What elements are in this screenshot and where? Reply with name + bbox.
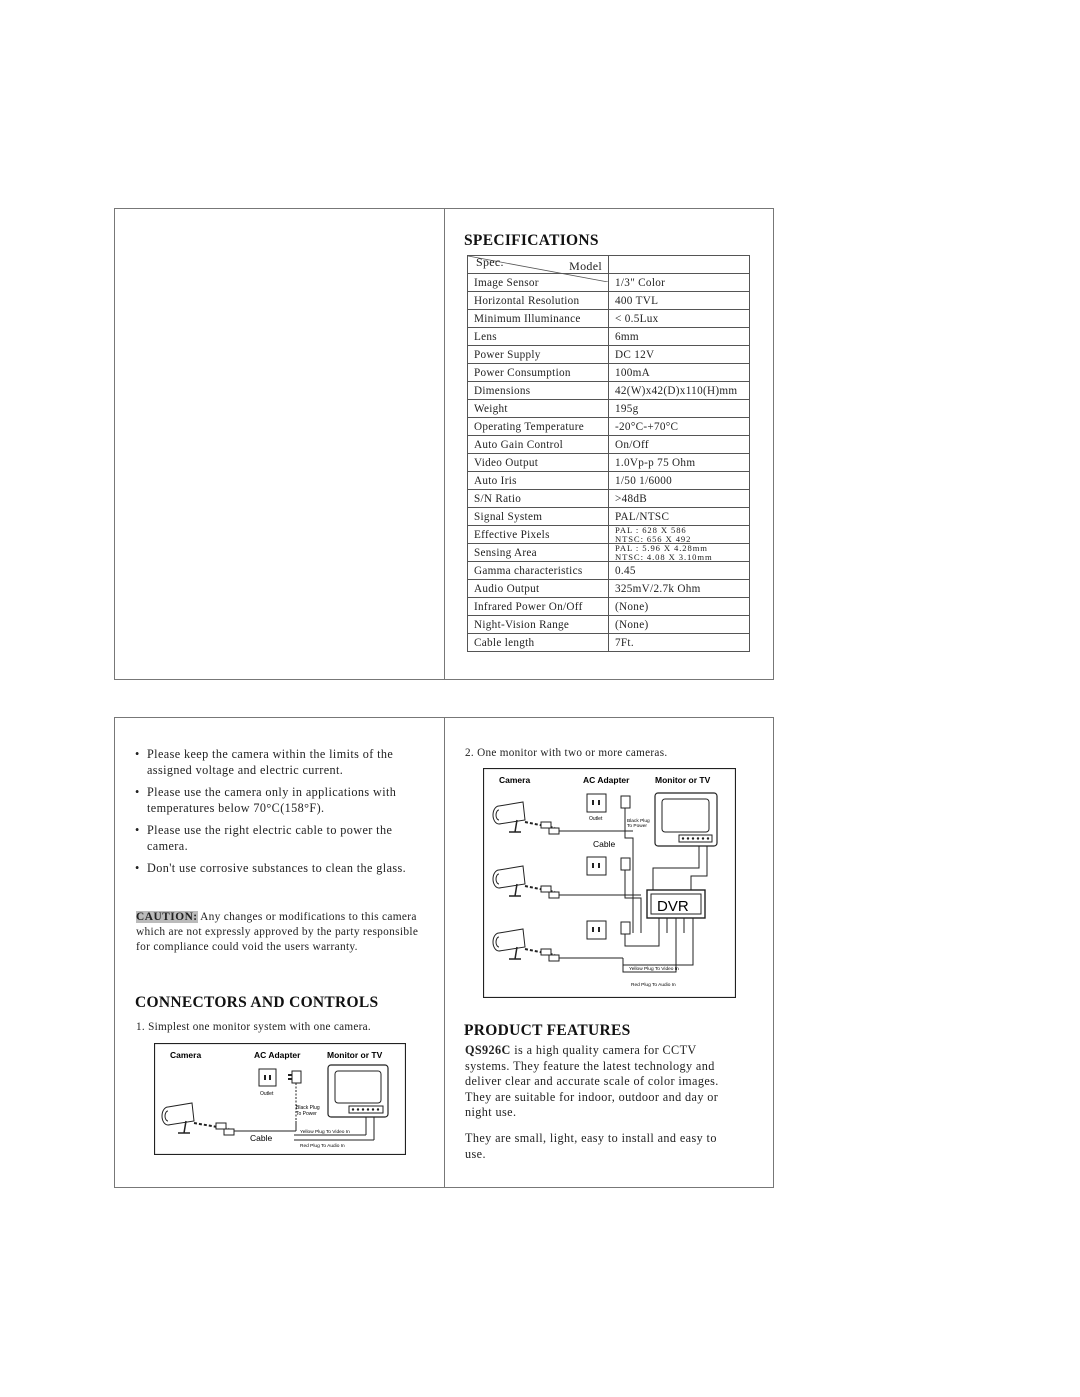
spec-value: DC 12V bbox=[609, 346, 750, 364]
specifications-table bbox=[467, 255, 750, 652]
spec-row bbox=[468, 436, 750, 454]
product-features-text: is a high quality camera for CCTV systems. They feature the latest technology and deliver clear and accurate scale of color images. They are suitable for indoor, outdoor and day or night use. bbox=[465, 1043, 719, 1120]
spec-row bbox=[468, 508, 750, 526]
spec-label: Infrared Power On/Off bbox=[468, 598, 609, 616]
spec-value bbox=[609, 544, 750, 562]
spec-value: 7Ft. bbox=[609, 634, 750, 652]
spec-value: 100mA bbox=[609, 364, 750, 382]
diagram-label-red-plug: Red Plug To Audio In bbox=[300, 1144, 345, 1149]
spec-value: On/Off bbox=[609, 436, 750, 454]
spec-label: Signal System bbox=[468, 508, 609, 526]
spec-row bbox=[468, 328, 750, 346]
spec-row bbox=[468, 526, 750, 544]
diagram-multi-camera bbox=[483, 768, 736, 998]
diagram-label-cable: Cable bbox=[593, 839, 616, 849]
spec-row bbox=[468, 454, 750, 472]
spec-value: 325mV/2.7k Ohm bbox=[609, 580, 750, 598]
spec-row bbox=[468, 580, 750, 598]
panel-divider bbox=[444, 718, 445, 1187]
info-panel bbox=[114, 717, 774, 1188]
spec-label: Weight bbox=[468, 400, 609, 418]
product-features-paragraph-2: They are small, light, easy to install and easy to use. bbox=[465, 1131, 717, 1161]
diagram-label-red-plug: Red Plug To Audio In bbox=[631, 983, 676, 988]
product-features-title: PRODUCT FEATURES bbox=[464, 1022, 631, 1039]
spec-label: S/N Ratio bbox=[468, 490, 609, 508]
spec-row bbox=[468, 418, 750, 436]
spec-label: Horizontal Resolution bbox=[468, 292, 609, 310]
connectors-title: CONNECTORS AND CONTROLS bbox=[135, 994, 379, 1011]
spec-value: 6mm bbox=[609, 328, 750, 346]
header-model-label: Model bbox=[569, 259, 602, 273]
spec-label: Power Consumption bbox=[468, 364, 609, 382]
spec-row bbox=[468, 544, 750, 562]
diagram-label-monitor: Monitor or TV bbox=[655, 775, 711, 785]
spec-value: >48dB bbox=[609, 490, 750, 508]
spec-row bbox=[468, 634, 750, 652]
spec-label: Effective Pixels bbox=[468, 526, 609, 544]
spec-row bbox=[468, 364, 750, 382]
spec-label: Dimensions bbox=[468, 382, 609, 400]
specifications-title: SPECIFICATIONS bbox=[464, 232, 599, 249]
spec-row bbox=[468, 616, 750, 634]
spec-row bbox=[468, 292, 750, 310]
diagram-label-monitor: Monitor or TV bbox=[327, 1050, 383, 1060]
diagram-label-yellow-plug: Yellow Plug To Video In bbox=[629, 967, 679, 972]
spec-value: PAL/NTSC bbox=[609, 508, 750, 526]
safety-bullet: • Don't use corrosive substances to clean the glass. bbox=[135, 860, 425, 876]
diagram-label-outlet: Outlet bbox=[260, 1091, 274, 1097]
spec-label: Night-Vision Range bbox=[468, 616, 609, 634]
spec-value: 42(W)x42(D)x110(H)mm bbox=[609, 382, 750, 400]
spec-value bbox=[609, 526, 750, 544]
safety-bullet: • Please use the camera only in applications with temperatures below 70°C(158°F). bbox=[135, 784, 425, 816]
caption-single-camera: 1. Simplest one monitor system with one camera. bbox=[136, 1021, 372, 1033]
spec-value-line: PAL : 5.96 X 4.28mm bbox=[615, 543, 708, 554]
diagram-label-to-power: To Power bbox=[627, 824, 647, 829]
spec-label: Auto Iris bbox=[468, 472, 609, 490]
spec-row bbox=[468, 346, 750, 364]
diagram-label-adapter: AC Adapter bbox=[254, 1050, 301, 1060]
spec-row bbox=[468, 490, 750, 508]
spec-header-value-cell bbox=[609, 256, 750, 274]
spec-value: 1.0Vp-p 75 Ohm bbox=[609, 454, 750, 472]
diagram-single-camera bbox=[154, 1043, 406, 1155]
spec-value: 1/3" Color bbox=[609, 274, 750, 292]
diagram-label-yellow-plug: Yellow Plug To Video In bbox=[300, 1130, 350, 1135]
spec-row bbox=[468, 562, 750, 580]
product-model: QS926C bbox=[465, 1043, 511, 1057]
diagram-label-camera: Camera bbox=[170, 1050, 202, 1060]
spec-value-line: NTSC: 4.08 X 3.10mm bbox=[615, 551, 713, 562]
spec-label: Sensing Area bbox=[468, 544, 609, 562]
spec-row bbox=[468, 400, 750, 418]
header-spec-label: Spec. bbox=[476, 255, 504, 269]
spec-value: 400 TVL bbox=[609, 292, 750, 310]
safety-bullet-list bbox=[135, 746, 425, 882]
caution-text: Any changes or modifications to this camera which are not expressly approved by the party responsible for compliance could void the users warranty. bbox=[136, 911, 419, 953]
diagram-label-outlet: Outlet bbox=[589, 816, 603, 822]
spec-label: Audio Output bbox=[468, 580, 609, 598]
spec-value-line: NTSC: 656 X 492 bbox=[615, 533, 692, 544]
diagram-label-camera: Camera bbox=[499, 775, 531, 785]
diagram-label-adapter: AC Adapter bbox=[583, 775, 630, 785]
spec-label: Power Supply bbox=[468, 346, 609, 364]
diagram-label-black-plug: Black Plug bbox=[296, 1105, 320, 1111]
spec-value: 0.45 bbox=[609, 562, 750, 580]
spec-row bbox=[468, 598, 750, 616]
caption-multi-camera: 2. One monitor with two or more cameras. bbox=[465, 747, 668, 759]
spec-header-row bbox=[468, 256, 750, 274]
safety-bullet: • Please use the right electric cable to power the camera. bbox=[135, 822, 425, 854]
spec-label: Lens bbox=[468, 328, 609, 346]
caution-label: CAUTION: bbox=[136, 911, 198, 923]
spec-label: Auto Gain Control bbox=[468, 436, 609, 454]
product-features-paragraph bbox=[465, 1043, 730, 1121]
spec-label: Cable length bbox=[468, 634, 609, 652]
spec-value: -20°C-+70°C bbox=[609, 418, 750, 436]
spec-row bbox=[468, 382, 750, 400]
spec-row bbox=[468, 310, 750, 328]
spec-label: Image Sensor bbox=[468, 274, 609, 292]
spec-label: Operating Temperature bbox=[468, 418, 609, 436]
monitor-icon bbox=[655, 793, 717, 846]
spec-label: Minimum Illuminance bbox=[468, 310, 609, 328]
spec-value: (None) bbox=[609, 598, 750, 616]
spec-label: Gamma characteristics bbox=[468, 562, 609, 580]
diagram-label-dvr: DVR bbox=[657, 898, 689, 915]
spec-panel bbox=[114, 208, 774, 680]
diagram-label-cable: Cable bbox=[250, 1133, 273, 1143]
caution-note bbox=[136, 910, 426, 955]
diagram-label-to-power: To Power bbox=[296, 1111, 317, 1117]
spec-row bbox=[468, 472, 750, 490]
spec-value-line: PAL : 628 X 586 bbox=[615, 525, 687, 535]
spec-label: Video Output bbox=[468, 454, 609, 472]
panel-divider bbox=[444, 209, 445, 679]
spec-value: < 0.5Lux bbox=[609, 310, 750, 328]
spec-header-cell bbox=[468, 256, 609, 274]
spec-value: (None) bbox=[609, 616, 750, 634]
spec-value: 195g bbox=[609, 400, 750, 418]
outlet-icon bbox=[259, 1069, 276, 1086]
monitor-icon bbox=[328, 1065, 388, 1117]
spec-value: 1/50 1/6000 bbox=[609, 472, 750, 490]
diagram-label-black-plug: Black Plug bbox=[627, 819, 650, 824]
safety-bullet: • Please keep the camera within the limits of the assigned voltage and electric current. bbox=[135, 746, 425, 778]
